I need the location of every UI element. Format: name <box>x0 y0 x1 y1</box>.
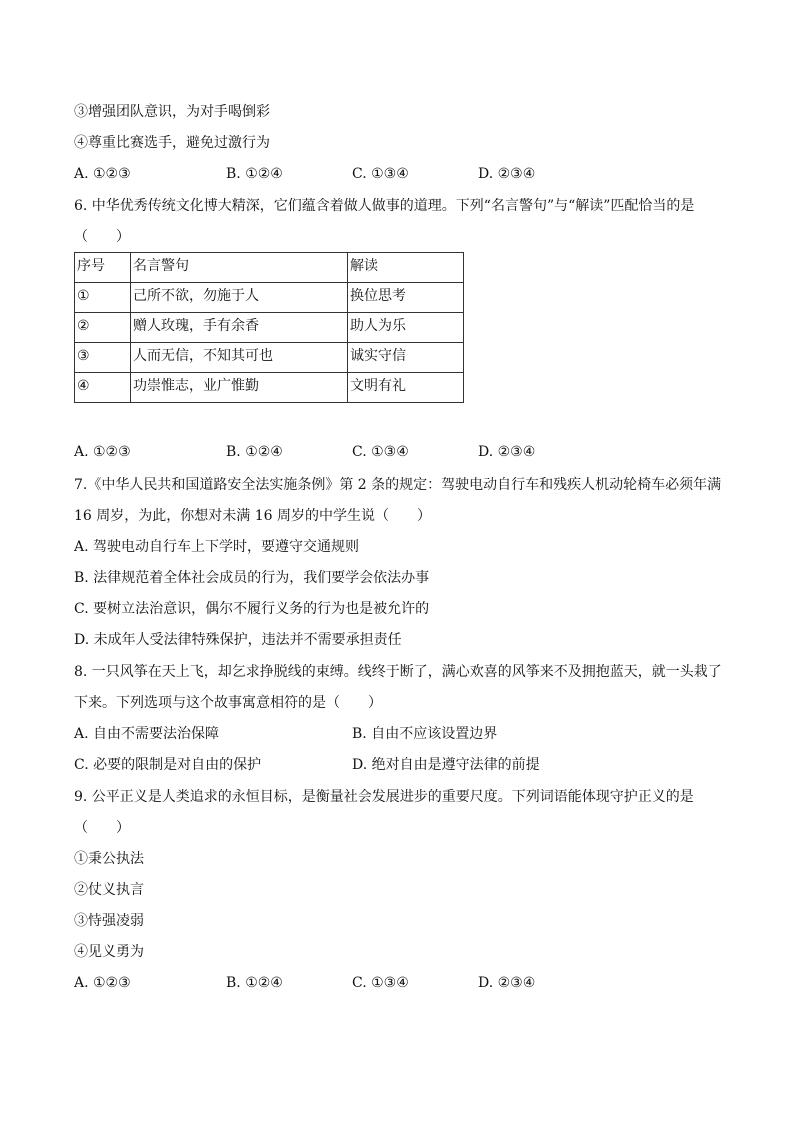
table-header-row <box>75 253 464 283</box>
q6-option-b: B. ①②④ <box>226 444 283 460</box>
q9-option-d: D. ②③④ <box>478 975 536 991</box>
q9-item-4: ④见义勇为 <box>74 944 144 960</box>
table-cell: 诚实守信 <box>348 343 464 373</box>
table-cell: ③ <box>75 343 131 373</box>
q8-stem: 8. 一只风筝在天上飞，却乞求挣脱线的束缚。线终于断了，满心欢喜的风筝来不及拥抱蓝天，就一头栽了 <box>74 664 722 680</box>
table-row <box>75 343 464 373</box>
q7-option-b: B. 法律规范着全体社会成员的行为，我们要学会依法办事 <box>74 570 430 586</box>
q6-option-a: A. ①②③ <box>74 444 131 460</box>
q7-option-a: A. 驾驶电动自行车上下学时，要遵守交通规则 <box>74 539 360 555</box>
table-header-cell: 序号 <box>75 253 131 283</box>
q9-option-b: B. ①②④ <box>226 975 283 991</box>
q5-option-d: D. ②③④ <box>478 166 536 182</box>
q9-option-a: A. ①②③ <box>74 975 131 991</box>
q6-option-d: D. ②③④ <box>478 444 536 460</box>
table-row <box>75 283 464 313</box>
q7-option-c: C. 要树立法治意识，偶尔不履行义务的行为也是被允许的 <box>74 601 430 617</box>
table-cell: 功崇惟志，业广惟勤 <box>131 373 348 403</box>
q9-stem: 9. 公平正义是人类追求的永恒目标，是衡量社会发展进步的重要尺度。下列词语能体现守护正义的是 <box>74 789 694 805</box>
q5-option-a: A. ①②③ <box>74 166 131 182</box>
table-cell: 己所不欲，勿施于人 <box>131 283 348 313</box>
q5-option-b: B. ①②④ <box>226 166 283 182</box>
q6-option-c: C. ①③④ <box>352 444 409 460</box>
q9-item-2: ②仗义执言 <box>74 882 144 898</box>
q9-item-1: ①秉公执法 <box>74 851 144 867</box>
table-cell: 人而无信，不知其可也 <box>131 343 348 373</box>
table-cell: ① <box>75 283 131 313</box>
q8-option-c: C. 必要的限制是对自由的保护 <box>74 757 262 773</box>
q8-option-b: B. 自由不应该设置边界 <box>352 726 498 742</box>
table-cell: 换位思考 <box>348 283 464 313</box>
q8-option-d: D. 绝对自由是遵守法律的前提 <box>352 757 540 773</box>
q7-stem-cont: 16 周岁，为此，你想对未满 16 周岁的中学生说（ ） <box>74 508 431 524</box>
q6-table <box>74 252 464 403</box>
table-row <box>75 373 464 403</box>
q5-item-4: ④尊重比赛选手，避免过激行为 <box>74 135 270 151</box>
table-header-cell: 解读 <box>348 253 464 283</box>
q9-option-c: C. ①③④ <box>352 975 409 991</box>
q7-option-d: D. 未成年人受法律特殊保护，违法并不需要承担责任 <box>74 632 402 648</box>
q9-item-3: ③恃强凌弱 <box>74 913 144 929</box>
q8-stem-cont: 下来。下列选项与这个故事寓意相符的是（ ） <box>74 695 382 711</box>
q5-option-c: C. ①③④ <box>352 166 409 182</box>
q8-option-a: A. 自由不需要法治保障 <box>74 726 220 742</box>
q6-stem-blank: （ ） <box>74 229 130 245</box>
table-cell: 赠人玫瑰，手有余香 <box>131 313 348 343</box>
table-cell: ④ <box>75 373 131 403</box>
table-row <box>75 313 464 343</box>
q5-item-3: ③增强团队意识，为对手喝倒彩 <box>74 104 270 120</box>
q9-stem-blank: （ ） <box>74 820 130 836</box>
table-cell: 助人为乐 <box>348 313 464 343</box>
table-cell: 文明有礼 <box>348 373 464 403</box>
table-cell: ② <box>75 313 131 343</box>
table-header-cell: 名言警句 <box>131 253 348 283</box>
q7-stem: 7.《中华人民共和国道路安全法实施条例》第 2 条的规定：驾驶电动自行车和残疾人机动轮椅车必须年满 <box>74 477 722 493</box>
q6-stem: 6. 中华优秀传统文化博大精深，它们蕴含着做人做事的道理。下列“名言警句”与“解读”匹配恰当的是 <box>74 198 695 214</box>
